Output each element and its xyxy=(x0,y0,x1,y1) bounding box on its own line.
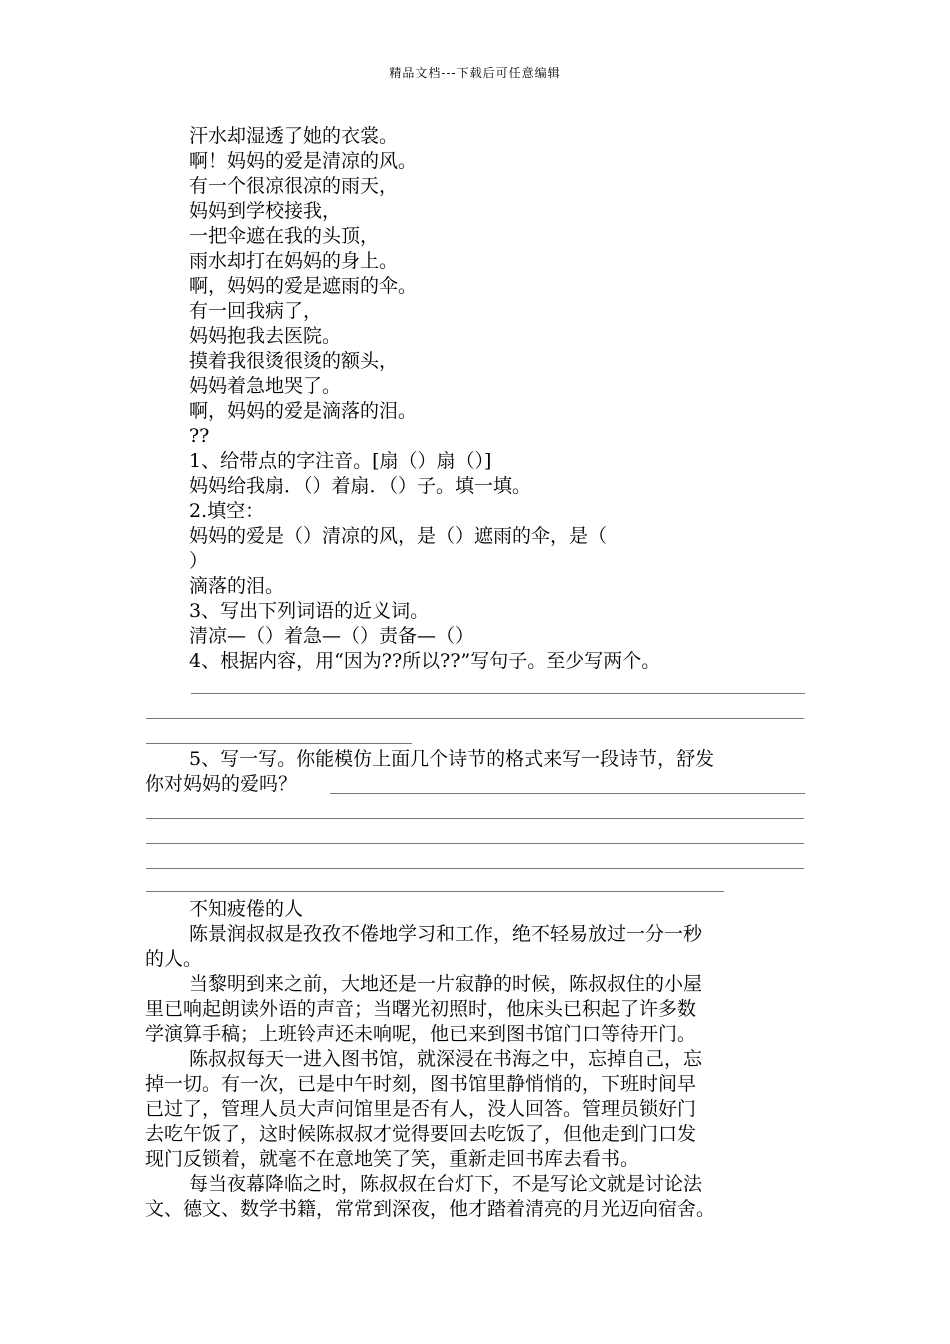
story-line: 学演算手稿；上班铃声还未响呢，他已来到图书馆门口等待开门。 xyxy=(145,1023,697,1045)
story-line: 去吃午饭了，这时候陈叔叔才觉得要回去吃饭了，但他走到门口发 xyxy=(145,1123,697,1145)
answer-line xyxy=(146,891,724,892)
answer-line xyxy=(146,718,804,719)
story-line: 掉一切。有一次，已是中午时刻，图书馆里静悄悄的，下班时间早 xyxy=(145,1073,697,1095)
story-line: 陈景润叔叔是孜孜不倦地学习和工作，绝不轻易放过一分一秒 xyxy=(189,923,703,945)
poem-line: 有一个很凉很凉的雨天， xyxy=(189,175,399,197)
story-line: 当黎明到来之前，大地还是一片寂静的时候，陈叔叔住的小屋 xyxy=(189,973,703,995)
question-5: 5、写一写。你能模仿上面几个诗节的格式来写一段诗节，舒发 xyxy=(189,748,715,770)
poem-line: 妈妈抱我去医院。 xyxy=(189,325,342,347)
question-2-line: 妈妈的爱是（）清凉的风，是（）遮雨的伞，是（ xyxy=(189,525,608,547)
poem-line: 汗水却湿透了她的衣裳。 xyxy=(189,125,399,147)
question-4: 4、根据内容，用“因为??所以??”写句子。至少写两个。 xyxy=(189,650,661,672)
question-3: 3、写出下列词语的近义词。 xyxy=(189,600,430,622)
story-line: 里已响起朗读外语的声音；当曙光初照时，他床头已积起了许多数 xyxy=(145,998,697,1020)
question-2-line: 滴落的泪。 xyxy=(189,575,285,597)
answer-line xyxy=(146,743,412,744)
poem-line: 啊！妈妈的爱是清凉的风。 xyxy=(189,150,418,172)
poem-line: 有一回我病了， xyxy=(189,300,323,322)
question-3-line: 清凉—（）着急—（）责备—（） xyxy=(189,625,475,647)
answer-line xyxy=(191,693,805,694)
page-header: 精品文档---下载后可任意编辑 xyxy=(389,66,561,80)
story-title: 不知疲倦的人 xyxy=(189,898,304,920)
poem-line: 妈妈着急地哭了。 xyxy=(189,375,342,397)
story-line: 已过了，管理人员大声问馆里是否有人，没人回答。管理员锁好门 xyxy=(145,1098,697,1120)
poem-line: 啊，妈妈的爱是滴落的泪。 xyxy=(189,400,418,422)
question-5-line: 你对妈妈的爱吗？ xyxy=(145,773,298,795)
story-line: 现门反锁着，就毫不在意地笑了笑，重新走回书库去看书。 xyxy=(145,1148,640,1170)
story-line: 的人。 xyxy=(145,948,203,970)
question-2-line: ） xyxy=(189,550,209,572)
story-line: 每当夜幕降临之时，陈叔叔在台灯下，不是写论文就是讨论法 xyxy=(189,1173,703,1195)
poem-line: 摸着我很烫很烫的额头， xyxy=(189,350,399,372)
question-1-line: 妈妈给我扇．（）着扇．（）子。填一填。 xyxy=(189,475,532,497)
poem-line: 一把伞遮在我的头顶， xyxy=(189,225,380,247)
question-1: 1、给带点的字注音。[扇（）扇（）] xyxy=(189,450,492,472)
answer-line xyxy=(146,818,804,819)
story-line: 文、德文、数学书籍，常常到深夜，他才踏着清亮的月光迈向宿舍。 xyxy=(145,1198,716,1220)
answer-line xyxy=(146,843,804,844)
question-2: 2.填空： xyxy=(189,500,265,522)
answer-line xyxy=(330,793,805,794)
poem-line: 啊，妈妈的爱是遮雨的伞。 xyxy=(189,275,418,297)
story-line: 陈叔叔每天一进入图书馆，就深浸在书海之中，忘掉自己，忘 xyxy=(189,1048,703,1070)
poem-line: 雨水却打在妈妈的身上。 xyxy=(189,250,399,272)
poem-line: ?? xyxy=(189,425,210,447)
poem-line: 妈妈到学校接我， xyxy=(189,200,342,222)
answer-line xyxy=(146,868,804,869)
